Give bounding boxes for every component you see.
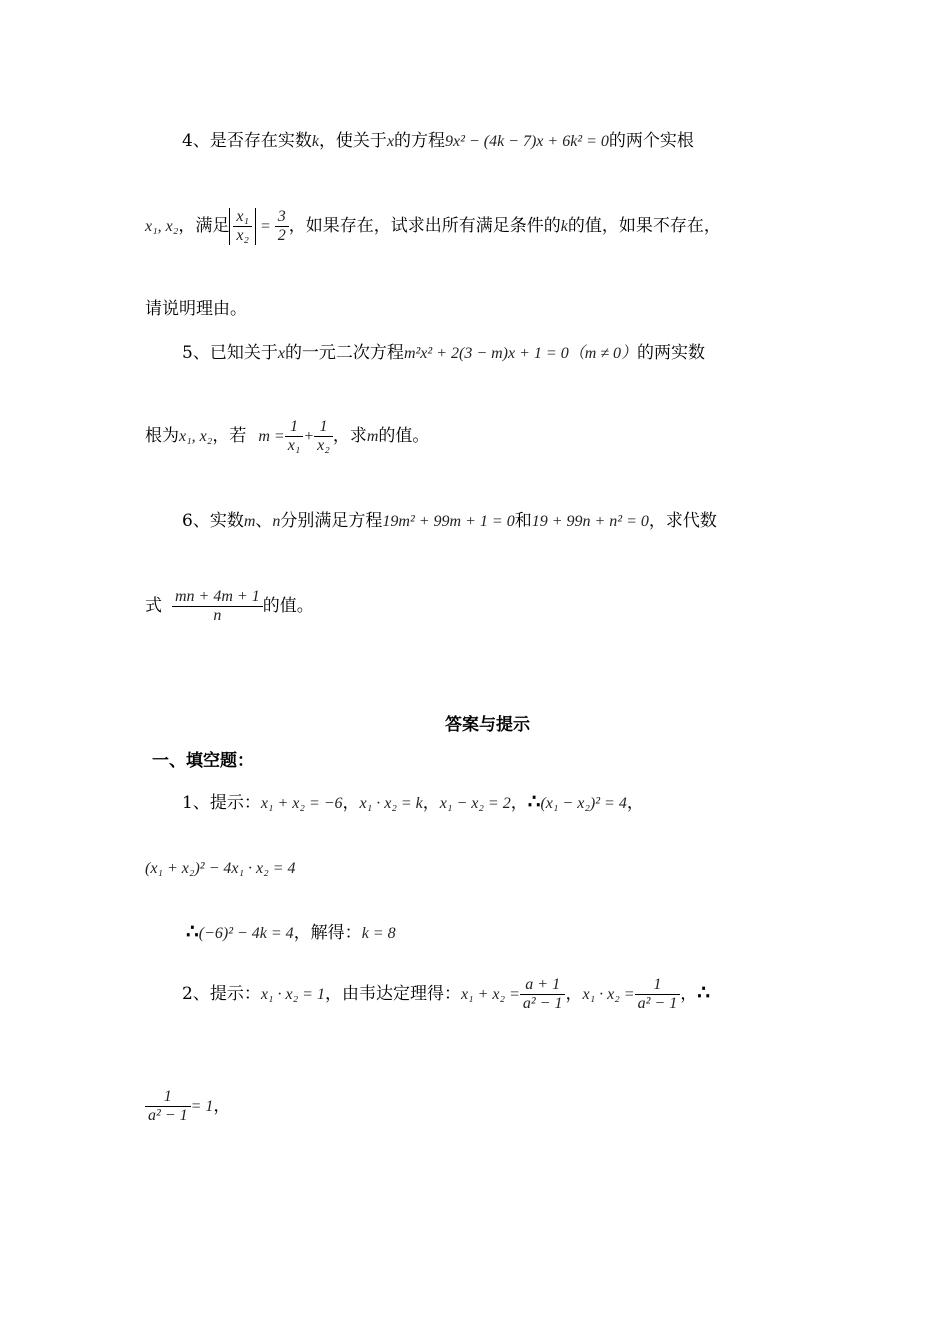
problem-5-line1 bbox=[182, 338, 705, 363]
text: 、 bbox=[255, 511, 273, 531]
math-roots: x₁, x₂ bbox=[145, 218, 179, 235]
problem-4-line1 bbox=[182, 126, 694, 151]
text: ，由韦达定理得： bbox=[324, 984, 461, 1004]
math-m: m bbox=[243, 513, 256, 530]
frac-num: 1 bbox=[314, 418, 333, 437]
plus: + bbox=[303, 428, 315, 445]
fraction bbox=[635, 976, 681, 1013]
frac-num: 1 bbox=[635, 976, 681, 995]
math-x: x bbox=[277, 345, 285, 362]
equation: x₁ − x₂ = 2 bbox=[439, 795, 511, 812]
frac-den: x₂ bbox=[236, 227, 249, 244]
text: 请说明理由。 bbox=[145, 299, 247, 319]
text: 6、实数 bbox=[182, 511, 244, 531]
text: 的一元二次方程 bbox=[284, 343, 404, 363]
problem-5-line2 bbox=[145, 418, 429, 455]
math-roots: x₁, x₂ bbox=[179, 428, 213, 445]
frac-den: n bbox=[213, 607, 222, 624]
text: 2、提示： bbox=[182, 984, 261, 1004]
text: ， bbox=[565, 984, 583, 1004]
math-m-eq: m = bbox=[258, 428, 285, 445]
equation: = 1 bbox=[190, 1098, 214, 1115]
answer-2-line1 bbox=[182, 976, 710, 1013]
frac-den: x₁ bbox=[287, 437, 301, 454]
text: 和 bbox=[514, 511, 532, 531]
equation: 19m² + 99m + 1 = 0 bbox=[382, 513, 515, 530]
text: 的两实数 bbox=[637, 343, 706, 363]
text: ， bbox=[422, 793, 440, 813]
problem-6-line2 bbox=[145, 588, 314, 625]
frac-den: 2 bbox=[277, 227, 286, 244]
therefore-icon: ∴ bbox=[186, 919, 199, 943]
text: ，求 bbox=[332, 426, 367, 446]
text: ，求代数 bbox=[648, 511, 717, 531]
text: 4、是否存在实数 bbox=[182, 131, 312, 151]
text: ，若 bbox=[212, 426, 247, 446]
text: ，解得： bbox=[293, 923, 362, 943]
equation: 19 + 99n + n² = 0 bbox=[531, 513, 649, 530]
text: 分别满足方程 bbox=[280, 511, 383, 531]
equation: k = 8 bbox=[361, 925, 396, 942]
frac-num: 1 bbox=[285, 418, 304, 437]
answer-1-line1 bbox=[182, 788, 644, 813]
text: 1、提示： bbox=[182, 793, 261, 813]
equation: x₁ · x₂ = bbox=[582, 986, 635, 1003]
equation: m²x² + 2(3 − m)x + 1 = 0 bbox=[403, 345, 569, 362]
text: 式 bbox=[145, 596, 162, 616]
text: ，如果存在，试求出所有满足条件的 bbox=[288, 216, 561, 236]
equation: (x₁ − x₂)² = 4 bbox=[540, 795, 627, 812]
fraction bbox=[314, 418, 333, 455]
frac-den: a² − 1 bbox=[522, 995, 563, 1012]
condition: （m ≠ 0） bbox=[568, 345, 638, 362]
therefore-icon: ∴ bbox=[697, 980, 710, 1004]
fraction bbox=[275, 208, 289, 245]
section-fill-in: 一、填空题： bbox=[152, 751, 254, 771]
equation: (−6)² − 4k = 4 bbox=[198, 925, 294, 942]
fraction bbox=[145, 1088, 191, 1125]
frac-den: a² − 1 bbox=[637, 995, 678, 1012]
text: 的值，如果不存在， bbox=[567, 216, 721, 236]
text: 的两个实根 bbox=[608, 131, 694, 151]
frac-den: a² − 1 bbox=[148, 1107, 188, 1124]
text: 的值。 bbox=[262, 596, 314, 616]
math-x: x bbox=[386, 133, 395, 150]
frac-num: mn + 4m + 1 bbox=[172, 588, 263, 607]
text: 的方程 bbox=[394, 131, 446, 151]
answer-1-line3 bbox=[186, 918, 396, 943]
problem-4-line3 bbox=[145, 294, 247, 319]
text: ， bbox=[213, 1096, 231, 1116]
equation: x₁ · x₂ = 1 bbox=[260, 986, 325, 1003]
equation: x₁ + x₂ = bbox=[460, 986, 520, 1003]
text: ，使关于 bbox=[318, 131, 387, 151]
text: ， bbox=[510, 793, 528, 813]
text: ，满足 bbox=[178, 216, 230, 236]
frac-den: x₂ bbox=[317, 437, 330, 454]
problem-4-line2: x₁, x₂，满足 $\frac{\text{x₁}}{\text{x₂}}$ = $\frac{3}{2}$ ，如果存在，试求出所有满足条件的k的值，如果不存在， bbox=[145, 208, 721, 244]
text: ， bbox=[342, 793, 360, 813]
equation: (x₁ + x₂)² − 4x₁ · x₂ = 4 bbox=[145, 860, 296, 877]
math-k: k bbox=[311, 133, 319, 150]
frac-num: 1 bbox=[145, 1088, 191, 1107]
frac-num: a + 1 bbox=[520, 976, 566, 995]
frac-num: 3 bbox=[275, 208, 289, 227]
equation: x₁ · x₂ = k bbox=[359, 795, 423, 812]
equation: x₁ + x₂ = −6 bbox=[260, 795, 343, 812]
text: 5、已知关于 bbox=[182, 343, 278, 363]
abs-value bbox=[229, 208, 256, 245]
frac-num: x₁ bbox=[233, 208, 252, 227]
problem-6-line1 bbox=[182, 506, 717, 531]
text: ， bbox=[626, 793, 644, 813]
math-n: n bbox=[272, 513, 281, 530]
text: 根为 bbox=[145, 426, 179, 446]
math-m: m bbox=[366, 428, 379, 445]
fraction bbox=[285, 418, 304, 455]
equation: 9x² − (4k − 7)x + 6k² = 0 bbox=[445, 133, 609, 150]
answer-1-line2 bbox=[145, 858, 296, 878]
text: 的值。 bbox=[378, 426, 430, 446]
fraction bbox=[520, 976, 566, 1013]
answers-title: 答案与提示 bbox=[445, 715, 530, 735]
answer-2-line2 bbox=[145, 1088, 230, 1125]
text: ， bbox=[680, 984, 698, 1004]
math-k: k bbox=[560, 218, 568, 235]
fraction bbox=[172, 588, 263, 625]
therefore-icon: ∴ bbox=[527, 789, 541, 813]
